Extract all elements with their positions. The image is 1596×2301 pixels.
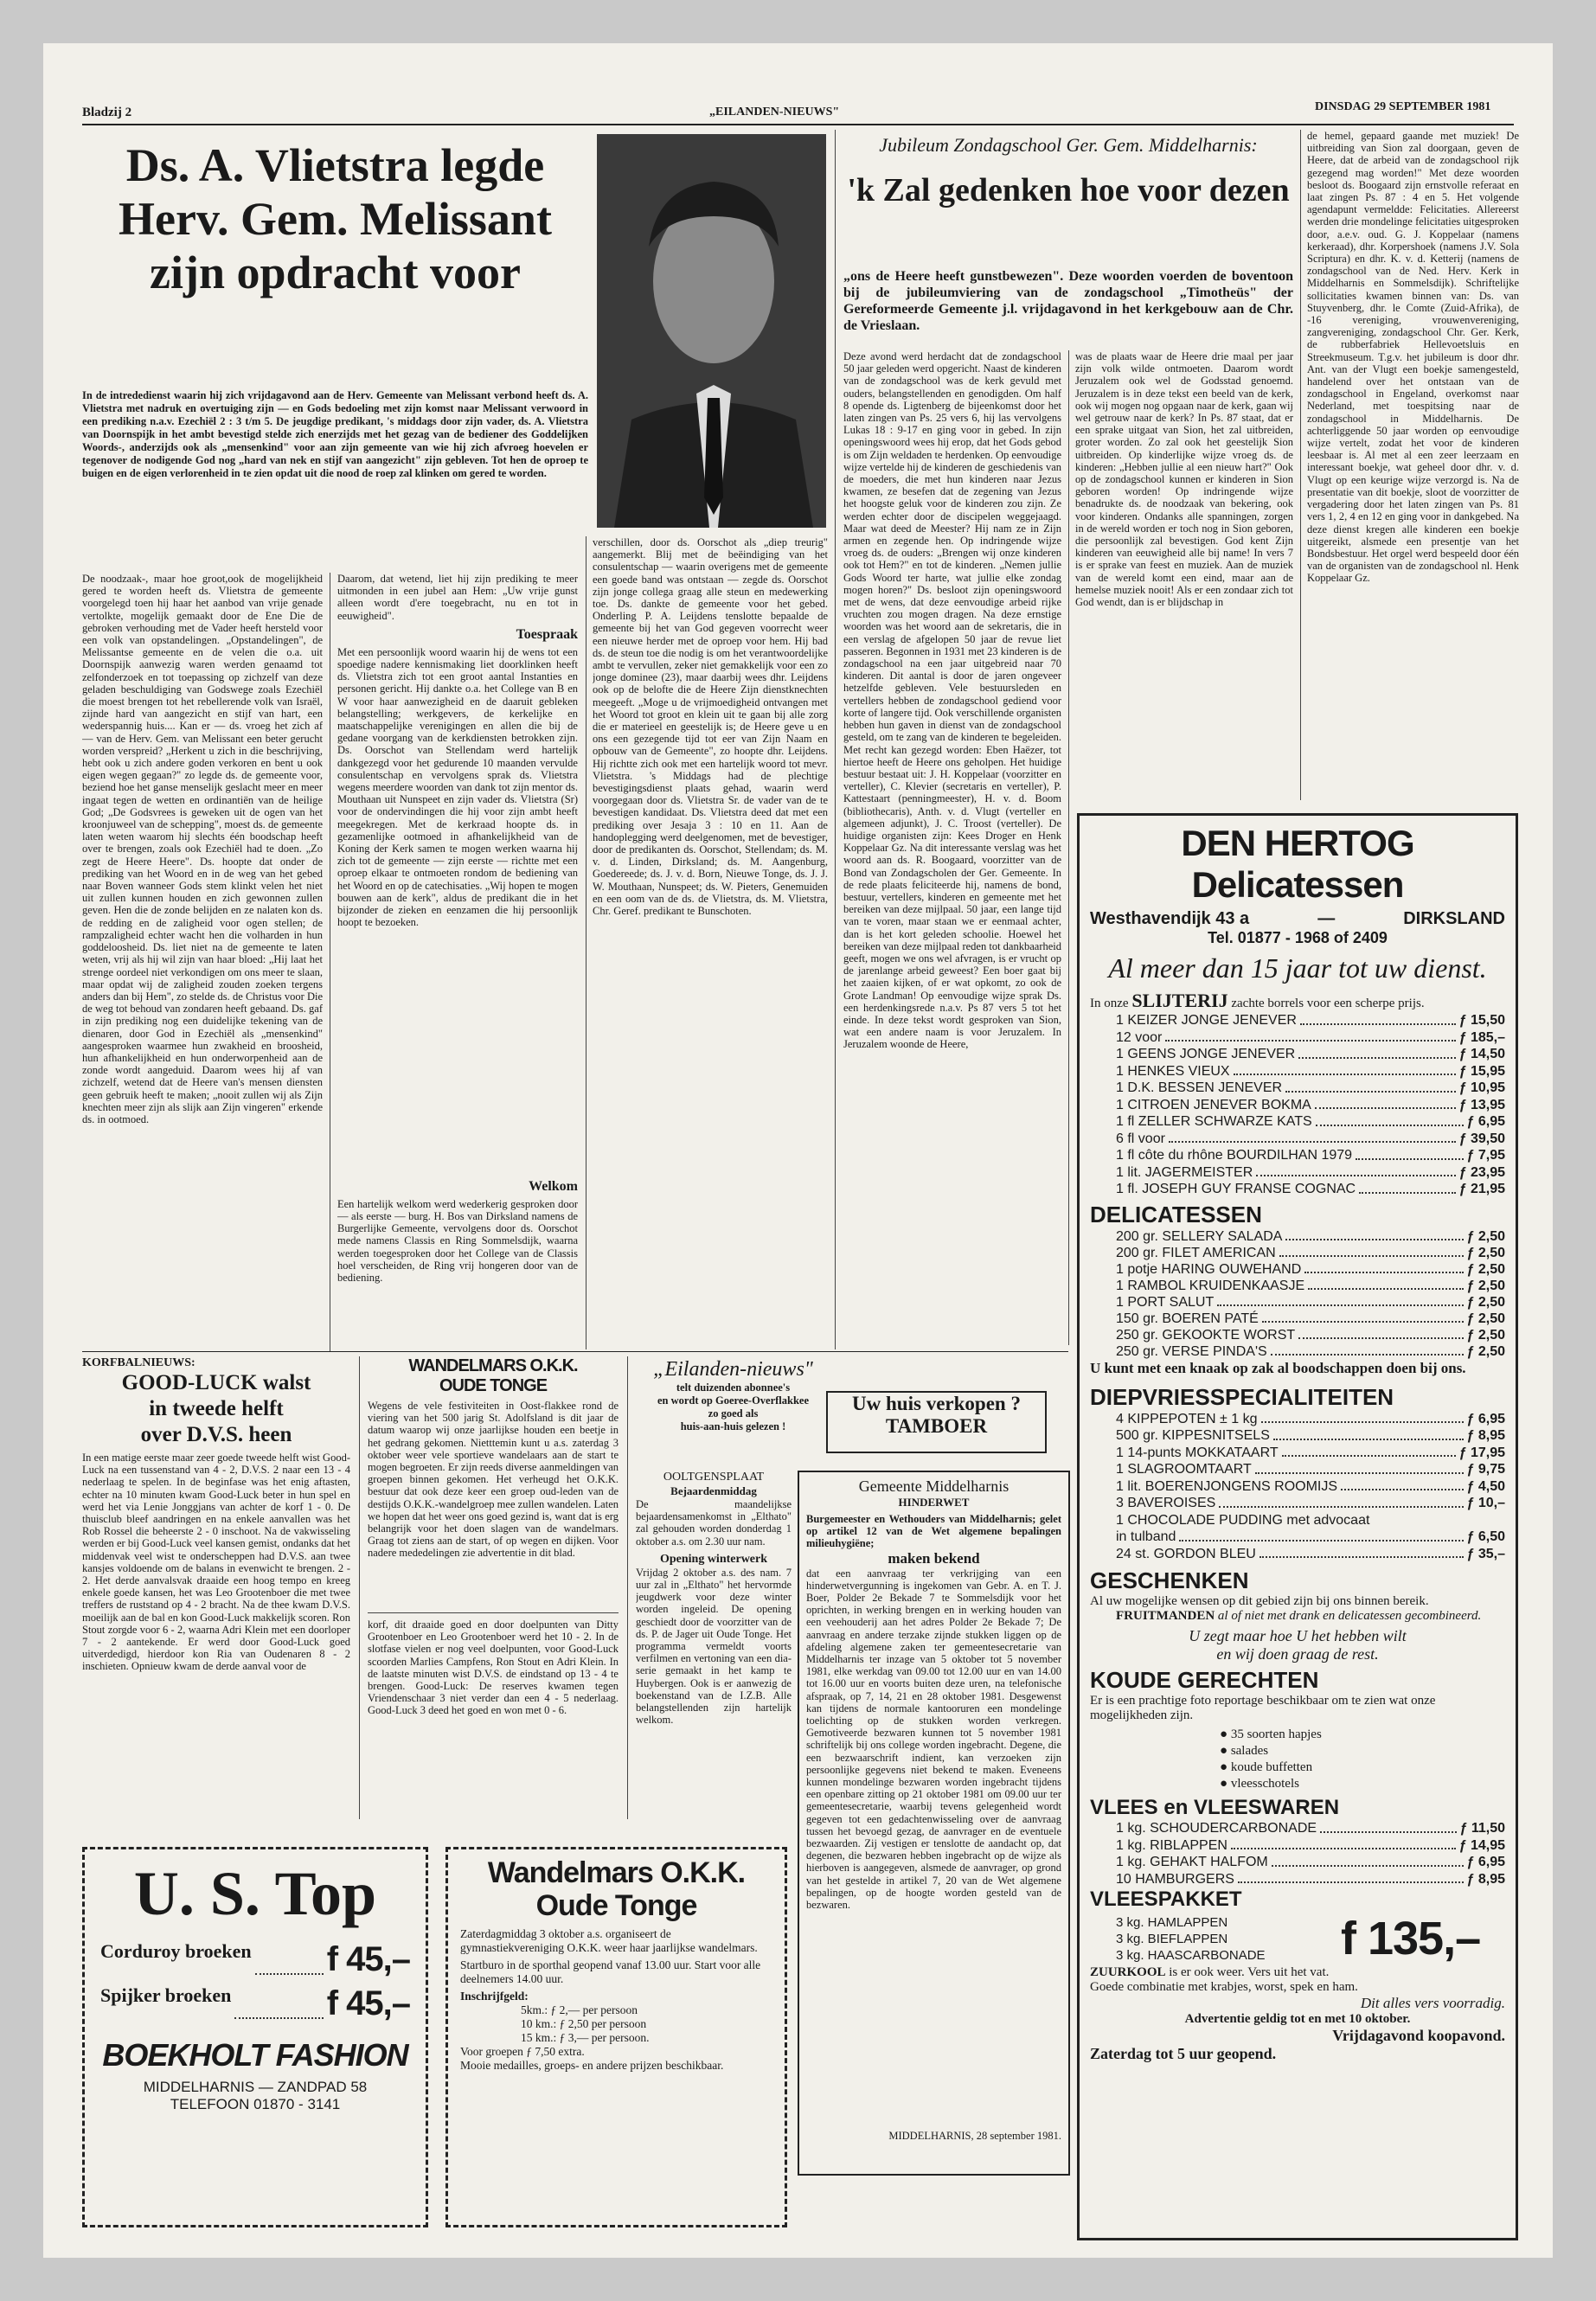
item-name: 10 HAMBURGERS <box>1116 1871 1234 1887</box>
item-name: 1 HENKES VIEUX <box>1116 1063 1230 1079</box>
deli-row <box>1116 1327 1505 1343</box>
den-hertog-slogan: Al meer dan 15 jaar tot uw dienst. <box>1108 952 1487 984</box>
medals-line: Mooie medailles, groeps- en andere prijzen beschikbaar. <box>460 2059 724 2072</box>
article1-column-2 <box>337 573 578 1332</box>
item-name: in tulband <box>1116 1529 1176 1544</box>
korfbal-headline-1: GOOD-LUCK walst <box>121 1371 311 1394</box>
dot-leader <box>1217 1294 1463 1306</box>
dot-leader <box>1256 1164 1455 1177</box>
meat-row <box>1116 1854 1505 1871</box>
dot-leader <box>1234 1063 1456 1076</box>
us-top-title: U. S. Top <box>133 1859 377 1928</box>
korfbal-continued: korf, dit draaide goed en door doelpunten van Ditty Grootenboer en Leo Grootenboer werd het 10 - 2. In de slotfase vielen er nog veel doelpunten, voor Good-Luck scoorden Marlies Campfens, Ron Stout en Adri Klein. In de laatste minuten wist D.V.S. de eindstand op 13 - 4 te brengen. Good-Luck: De reserves kwamen tegen Vriendenschaar 3 niet verder dan een 4 - 5 nederlaag. Good-Luck 3 deed het goed en won met 0 - 6. <box>368 1618 619 1717</box>
ooltgensplaat-body: De maandelijkse bejaardensamenkomst in „Elthato" zal gehouden worden donderdag 1 oktober a.s. om 2.30 uur nam. <box>636 1498 792 1548</box>
eilanden-nieuws-ad <box>636 1358 830 1433</box>
corduroy-label: Corduroy broeken <box>100 1940 252 1962</box>
pakket_items-item <box>1116 1947 1341 1964</box>
fee-10km: 10 km.: ƒ 2,50 per persoon <box>521 2017 647 2030</box>
deli-list <box>1090 1228 1505 1360</box>
koude-heading: KOUDE GERECHTEN <box>1090 1667 1319 1693</box>
dot-leader <box>1261 1411 1464 1424</box>
item-price: ƒ 23,95 <box>1458 1164 1505 1180</box>
item-price: ƒ 8,95 <box>1466 1871 1505 1887</box>
item-price: ƒ 9,75 <box>1466 1462 1505 1477</box>
divider <box>368 1612 619 1613</box>
spijker-price: f 45,– <box>326 1984 410 2022</box>
frozen-row <box>1116 1529 1505 1546</box>
item-text: 35 soorten hapjes <box>1230 1727 1322 1741</box>
item-name: 1 GEENS JONGE JENEVER <box>1116 1047 1296 1061</box>
meat-list <box>1090 1820 1505 1888</box>
frozen-row <box>1116 1478 1505 1496</box>
meat-row <box>1116 1837 1505 1855</box>
article1-lead: In de intrededienst waarin hij zich vrijdagavond aan de Herv. Gemeente van Melissant verbond heeft ds. A. Vlietstra met nadruk en overtuiging zijn — en Gods bedoeling met zijn komst naar Melissant verwoord in een prediking n.a.v. Ezechiël 2 : 3 t/m 5. De jeugdige predikant, 's middags door zijn vader, ds. A. Vlietstra van Doornspijk in het ambt bevestigd stelde zich enerzijds met het gezag van de bediener des Goddelijken Woords-, anderzijds ook als „mensenkind" voor aan zijn gemeente van wie hij zich afvroeg hoevelen er tegenover de nodigende God nog „hard van nek en stijf van aangezicht" zijn gebleven. Tot hen de oproep te buigen en de eigen verlorenheid in te zien opdat uit die nood de roep zal klinken om gered te worden. <box>82 389 588 479</box>
zegt-line-2: en wij doen graag de rest. <box>1216 1645 1379 1663</box>
item-name: 1 fl côte du rhône BOURDILHAN 1979 <box>1116 1148 1353 1163</box>
item-name: 1 lit. BOERENJONGENS ROOMIJS <box>1116 1478 1338 1494</box>
item-name: 3 BAVEROISES <box>1116 1496 1216 1510</box>
dot-leader <box>1308 1278 1463 1290</box>
den-hertog-city: DIRKSLAND <box>1403 909 1505 928</box>
deli-note: U kunt met een knaak op zak al boodschappen doen bij ons. <box>1090 1359 1466 1376</box>
frozen-list <box>1090 1411 1505 1563</box>
us-top-ad <box>82 1847 428 2227</box>
wandelmars-ad-title-2: Oude Tonge <box>535 1889 697 1922</box>
hinderwet-footer: MIDDELHARNIS, 28 september 1981. <box>888 2129 1061 2142</box>
dot-leader <box>1285 1080 1456 1093</box>
item-price: ƒ 6,95 <box>1466 1114 1505 1129</box>
item-text: 3 kg. BIEFLAPPEN <box>1116 1931 1228 1946</box>
wandelmars-title-1: WANDELMARS O.K.K. <box>408 1356 578 1375</box>
item-name: 1 kg. RIBLAPPEN <box>1116 1837 1227 1853</box>
item-price: ƒ 15,50 <box>1458 1013 1505 1028</box>
dot-leader <box>1165 1029 1455 1042</box>
dot-leader <box>1304 1261 1463 1273</box>
column-divider <box>835 130 836 1349</box>
article2-column-2: was de plaats waar de Heere drie maal per jaar zijn volk wilde ontmoeten. Daarom wordt Jeruzalem ook wel de Godsstad genoemd. Jeruzalem is in deze tekst een beeld van de kerk, ook wij mogen nog opgaan naar de kerk, gaan wij wel getrouw naar de kerk? In Ps. 87 staat, dat er een sprake uitgaat van Sion, het zal uitbreiden, groter worden. Zo zal ook het geestelijk Sion uitbreiden. Op kinderlijke wijze vroeg ds. de kinderen: „Hebben jullie al een nieuw hart?" Ook op de zondagschool kunnen er kinderen in Sion geboren worden! Op indringende wijze benadrukte ds. de noodzaak van bekering, ook voor kinderen. Ondanks alle spanningen, zorgen in de wereld worden er toch nog in Sion geboren, die persoonlijk zal bevestigen. God kent Zijn kinderen van eeuwigheid alle bij name! In vers 7 is er sprake van feest en muziek. Aan de muziek van de wereld komt een eind, maar aan de hemelse muziek nooit! Als er een zondaar zich tot God wendt, dan is er blijdschap in <box>1075 350 1293 609</box>
article2-kicker: Jubileum Zondagschool Ger. Gem. Middelharnis: <box>879 134 1258 156</box>
article2-lead: „ons de Heere heeft gunstbewezen". Deze woorden voerden de boventoon bij de jubileumviering van de zondagschool „Timotheüs" der Gereformeerde Gemeente j.l. vrijdagavond in het kerkgebouw aan de Chr. de Vrieslaan. <box>843 269 1293 333</box>
dot-leader <box>1262 1311 1464 1323</box>
column-divider <box>359 1356 360 1819</box>
dot-leader <box>1219 1495 1463 1508</box>
item-text: koude buffetten <box>1230 1760 1313 1774</box>
item-price: ƒ 2,50 <box>1466 1327 1505 1343</box>
dot-leader <box>1273 1427 1464 1440</box>
item-name: 250 gr. VERSE PINDA'S <box>1116 1343 1267 1359</box>
deli-row <box>1116 1261 1505 1278</box>
dot-leader <box>1298 1046 1455 1059</box>
dot-leader <box>1359 1181 1456 1194</box>
liquor-row <box>1116 1046 1505 1063</box>
item-price: ƒ 6,95 <box>1466 1411 1505 1426</box>
den-hertog-phone: Tel. 01877 - 1968 of 2409 <box>1208 929 1388 946</box>
fruitmanden-text: al of niet met drank en delicatessen gecombineerd. <box>1217 1609 1482 1623</box>
item-price: ƒ 17,95 <box>1458 1445 1505 1460</box>
pakket-heading: VLEESPAKKET <box>1090 1888 1242 1911</box>
wandelmars-ad-body-2: Startburo in de sporthal geopend vanaf 13.00 uur. Start voor alle deelnemers 14.00 uur. <box>460 1958 761 1985</box>
item-name: 1 KEIZER JONGE JENEVER <box>1116 1013 1297 1028</box>
column-divider <box>1300 130 1301 800</box>
hinderwet-notice <box>798 1471 1070 2176</box>
section-rule <box>82 1351 1068 1352</box>
liquor-row <box>1116 1012 1505 1029</box>
liquor-row <box>1116 1131 1505 1148</box>
bullet-icon: ● <box>1220 1777 1231 1791</box>
dot-leader <box>1231 1837 1456 1850</box>
dot-leader <box>1285 1228 1463 1240</box>
item-text: salades <box>1230 1744 1269 1758</box>
group-fee: Voor groepen ƒ 7,50 extra. <box>460 2045 585 2058</box>
den-hertog-address-row <box>1090 909 1505 929</box>
item-price: ƒ 2,50 <box>1466 1278 1505 1293</box>
frozen-row <box>1116 1495 1505 1512</box>
ooltgensplaat-body-2: Vrijdag 2 oktober a.s. des nam. 7 uur zal in „Elthato" het hervormde jeugdwerk voor deze winter worden ingeleid. De opening geschiedt door de voorzitter van de ds. P. de Jager uit Oude Tonge. Het programma vermeldt voorts verfilmen en vertoning van een dia-serie gemaakt in het kamp te Huybergen. Ook is er aanwezig de boekenstand van de I.Z.B. Alle belangstellenden zijn hartelijk welkom. <box>636 1566 792 1727</box>
pakket-list <box>1090 1914 1341 1964</box>
ooltgensplaat-head-2: Opening winterwerk <box>659 1552 768 1566</box>
liquor-row <box>1116 1164 1505 1182</box>
article1-column-3: verschillen, door ds. Oorschot als „diep treurig" aangemerkt. Blij met de beëindiging van het consulentschap — waarin overigens met de gemeente een goede band was ontstaan — zegde ds. Oorschot zijn jonge collega graag alle steun en medewerking toe. Ds. dankte de gemeente voor het gebed. Onderling P. A. Leijdens tenslotte bepaalde de gemeente bij het van God gegeven voorrecht weer een nieuwe herder met de oproep voor hem. Hij bad ds. de steun toe die nodig is om het verantwoordelijke ambt te vervullen, zeker niet gemakkelijk voor een zo jonge dominee (23), maar daarbij wees dhr. Leijdens ook op de beloftе die de Heere Zijn dienstknechten meegeeft. „Moge u de vrijmoedigheid ontvangen met het Woord tot groot en klein uit te gaan bij alle zorg die er materieel en geestelijk is; de Heere geve u en ons een gezegende tijd tot eer van Zijn Naam en opbouw van de Gemeente", zo hoopte dhr. Leijdens. Hij richtte zich ook met een hartelijk woord tot mevr. Vlietstra. 's Middags had de plechtige bevestigingsdienst plaats gehad, waarin werd voorgegaan door ds. Vlietstra Sr. de vader van de te bevestigen kandidaat. Ds. Vlietstra deed dat met een prediking over Jesaja 3 : 10 en 11. Aan de handoplegging werd deelgenomen, met de bevestiger, door de predikanten ds. Oorschot, Stellendam; ds. M. v. d. Linden, Dirksland; ds. M. Aangenburg, Goedereede; ds. J. v. d. Born, Nieuwe Tonge, ds. J. J. W. Mouthaan, Nunspeet; ds. W. Pieters, Genemuiden en een oom van de ds. de Vlietstra, ds. M. Vlietstra, Chr. Geref. predikant te Bunschoten. <box>593 536 828 918</box>
item-price: ƒ 15,95 <box>1458 1063 1505 1079</box>
eilanden-ad-line-3: zo goed als <box>708 1407 759 1420</box>
item-name: 250 gr. GEKOOKTE WORST <box>1116 1327 1296 1343</box>
eilanden-ad-line-1: telt duizenden abonnee's <box>676 1381 791 1394</box>
item-price: ƒ 10,– <box>1466 1496 1505 1510</box>
pakket-price: f 135,– <box>1341 1913 1481 1965</box>
paper-name: „EILANDEN-NIEUWS" <box>709 106 840 119</box>
spijker-row <box>85 1984 426 2023</box>
ooltgensplaat-title: OOLTGENSPLAAT <box>663 1471 765 1484</box>
dot-leader <box>1320 1820 1456 1833</box>
frozen-row <box>1116 1411 1505 1428</box>
item-text: vleesschotels <box>1230 1777 1299 1791</box>
frozen-row <box>1116 1427 1505 1445</box>
bullet-icon: ● <box>1220 1744 1231 1758</box>
item-price: ƒ 2,50 <box>1466 1261 1505 1277</box>
item-name: 150 gr. BOEREN PATÉ <box>1116 1311 1259 1326</box>
den-hertog-address: Westhavendijk 43 a <box>1090 909 1250 928</box>
dot-leader <box>1356 1147 1463 1160</box>
zaterdag-line: Zaterdag tot 5 uur geopend. <box>1090 2045 1277 2062</box>
zegt-line-1: U zegt maar hoe U het hebben wilt <box>1189 1627 1407 1644</box>
deli-row <box>1116 1311 1505 1327</box>
item-price: ƒ 14,95 <box>1458 1837 1505 1853</box>
wandelmars-title-2: OUDE TONGE <box>439 1376 548 1395</box>
item-price: ƒ 6,50 <box>1466 1529 1505 1544</box>
hinderwet-heading: maken bekend <box>888 1549 980 1567</box>
zuurkool-line <box>1090 1965 1505 1980</box>
item-price: ƒ 6,95 <box>1466 1855 1505 1869</box>
item-name: 1 kg. SCHOUDERCARBONADE <box>1116 1821 1317 1836</box>
bullets-item <box>1220 1776 1505 1792</box>
separator: — <box>258 2079 273 2095</box>
dot-leader <box>1298 1327 1463 1339</box>
column-divider <box>1068 350 1069 1345</box>
liquor-row <box>1116 1147 1505 1164</box>
corduroy-price: f 45,– <box>326 1940 410 1978</box>
wandelmars-notice <box>368 1356 619 1766</box>
column-divider <box>627 1356 628 1819</box>
den-hertog-title: DEN HERTOG Delicatessen <box>1181 823 1414 905</box>
liquor-list <box>1090 1012 1505 1198</box>
zuurkool-text: is er ook weer. Vers uit het vat. <box>1169 1965 1330 1979</box>
dot-leader <box>1300 1012 1456 1025</box>
deli-row <box>1116 1343 1505 1360</box>
issue-date: DINSDAG 29 SEPTEMBER 1981 <box>1315 100 1491 113</box>
hinderwet-sub: HINDERWET <box>898 1496 970 1509</box>
meat-row <box>1116 1871 1505 1888</box>
page-number: Bladzij 2 <box>82 106 132 119</box>
item-price: ƒ 185,– <box>1458 1029 1505 1045</box>
item-price: ƒ 4,50 <box>1466 1478 1505 1494</box>
den-hertog-ad <box>1077 813 1518 2240</box>
pakket_items-item <box>1116 1914 1341 1931</box>
article2-headline: 'k Zal gedenken hoe voor dezen <box>847 172 1290 208</box>
bullets-item <box>1220 1727 1505 1743</box>
item-name: 12 voor <box>1116 1029 1163 1045</box>
bullet-icon: ● <box>1220 1727 1231 1741</box>
item-price: ƒ 2,50 <box>1466 1343 1505 1359</box>
item-name: 1 potje HARING OUWEHAND <box>1116 1261 1302 1277</box>
item-name: 200 gr. SELLERY SALADA <box>1116 1228 1283 1244</box>
frozen-row <box>1116 1445 1505 1462</box>
dot-leader <box>1279 1245 1464 1257</box>
corduroy-row <box>85 1940 426 1979</box>
fee-15km: 15 km.: ƒ 3,— per persoon. <box>521 2031 650 2044</box>
liquor-row <box>1116 1097 1505 1114</box>
dot-leader <box>1179 1529 1463 1541</box>
dot-leader <box>1169 1131 1456 1144</box>
koude-text: Er is een prachtige foto reportage beschikbaar om te zien wat onze mogelijkheden zijn. <box>1090 1694 1436 1722</box>
koopavond-line: Vrijdagavond koopavond. <box>1332 2027 1505 2044</box>
bullets-item <box>1220 1759 1505 1776</box>
item-name: 1 CHOCOLADE PUDDING met advocaat <box>1116 1512 1370 1528</box>
liquor-row <box>1116 1181 1505 1198</box>
slijterij-heading: SLIJTERIJ <box>1131 990 1228 1011</box>
portrait-photo <box>597 134 826 528</box>
item-name: 4 KIPPEPOTEN ± 1 kg <box>1116 1411 1258 1426</box>
korfbal-kicker: KORFBALNIEUWS: <box>82 1356 195 1369</box>
huis-verkopen-ad <box>826 1391 1047 1453</box>
separator: — <box>1317 909 1336 928</box>
dot-leader <box>1341 1478 1463 1491</box>
toespraak-text: Met een persoonlijk woord waarin hij de wens tot een spoedige nadere kennismaking liet doorklinken heeft ds. Vlietstra zich tot een groot aantal Instanties en personen gericht. Hij dankte o.a. het College van B en W voor haar aanwezigheid en de daaruit gebleken belangstelling; werkgevers, de kerkelijke en maatschappelijke verenigingen en allen die bij de gedane voorgang van de kerkdiensten betrokken zijn. Ds. Oorschot van Stellendam werd hartelijk dankgezegd voor het gedurende 10 maanden vervulde consulentschap en vervolgens sprak ds. Vlietstra wegens meerdere woorden van dank tot zijn mentor ds. Mouthaan uit Nunspeet en zijn vader ds. Vlietstra (Sr) voor de ondervindingen die hij voor zijn ambt heeft meegekregen. Met de kerkraad hoopte ds. in gezamenlijke ootmoed in afhankelijkheid van de Koning der Kerk samen te mogen werken waarna hij zich tot de gemeente — zijn eerste — richtte met een oproep elkaar te ontmoeten rondom de bediening van het Woord en op de catechisaties. „Wij hopen te mogen bouwen aan de kerk", aldus de predikant die in het bijzonder de zieken en eenzamen die hij persoonlijk hoopt te bezoeken. <box>337 645 578 929</box>
geschenken-heading: GESCHENKEN <box>1090 1567 1249 1593</box>
item-price: ƒ 8,95 <box>1466 1428 1505 1443</box>
item-price: ƒ 13,95 <box>1458 1097 1505 1112</box>
frozen-row <box>1116 1461 1505 1478</box>
item-price: ƒ 35,– <box>1466 1546 1505 1561</box>
korfbal-body: In een matige eerste maar zeer goede tweede helft wist Good-Luck na een tussenstand van 4 - 2, D.V.S. 2 naar een 13 - 4 nederlaag te spelen. In de beginfase was het enig aftasten, echter na 10 minuten kwam Good-Luck beter in hun spel en werd het via Lenie Jonggjans van achter de korf 1 - 0. De thuisclub bleef aandringen en na enkele aanvallen was het Rob Rossel die beheerste 2 - 0 inschoot. Na de vakwisseling werden er bij Good-Luck veel kansen gemist, ondanks dat het middenvak veel wist te onderscheppen had D.V.S. aan twee kansjes voldoende om de balans in evenwicht te brengen. 2 - 2. Het derde aanvalsvak draaide een hoog tempo en kreeg enkele goede kansen, het was Leo Grootenboer die met twee treffers de ruststand op 4 - 2 bracht. Na de thee kwam D.V.S. moeilijk aan de bal en kon Good-Luck makkelijk scoren. Ron Stout zorgde voor 6 - 2, waarna Adri Klein met een doorloper 7 - 2 aantekende. Er werd door Good-Luck goed uitverdedigd, hierdoor kon Ria van Oudenaren 8 - 2 inschieten. Opnieuw kwam de derde aanval voor de <box>82 1452 350 1673</box>
item-name: 1 SLAGROOMTAART <box>1116 1462 1252 1477</box>
item-name: 1 kg. GEHAKT HALFOM <box>1116 1855 1268 1869</box>
bullet-icon: ● <box>1220 1760 1231 1774</box>
item-text: 3 kg. HAASCARBONADE <box>1116 1947 1266 1963</box>
dot-leader <box>1238 1871 1464 1884</box>
eilanden-ad-line-4: huis-aan-huis gelezen ! <box>680 1420 786 1433</box>
item-price: ƒ 2,50 <box>1466 1294 1505 1310</box>
delicatessen-heading: DELICATESSEN <box>1090 1201 1262 1227</box>
voorradig-line: Dit alles vers voorradig. <box>1360 1995 1505 2011</box>
dot-leader <box>1272 1854 1464 1867</box>
deli-row <box>1116 1245 1505 1261</box>
fruitmanden-label: FRUITMANDEN <box>1116 1609 1215 1623</box>
dot-leader <box>1259 1546 1464 1559</box>
pakket_items-item <box>1116 1931 1341 1947</box>
wandelmars-ad-body-1: Zaterdagmiddag 3 oktober a.s. organiseert de gymnastiekvereniging O.K.K. weer haar jaarlijkse wandelmars. <box>460 1927 758 1954</box>
deli-row <box>1116 1228 1505 1245</box>
article1-headline: Ds. A. Vlietstra legde Herv. Gem. Melissant zijn opdracht voor <box>119 139 552 298</box>
diepvries-heading: DIEPVRIESSPECIALITEITEN <box>1090 1383 1394 1410</box>
item-name: 1 RAMBOL KRUIDENKAASJE <box>1116 1278 1305 1293</box>
item-name: 1 CITROEN JENEVER BOKMA <box>1116 1097 1311 1112</box>
item-name: 1 lit. JAGERMEISTER <box>1116 1164 1253 1180</box>
bullet-list <box>1090 1727 1505 1792</box>
hinderwet-title: Gemeente Middelharnis <box>858 1477 1010 1495</box>
welkom-text: Een hartelijk welkom werd wederkerig gesproken door — als eerste — burg. H. Bos van Dirksland namens de Burgerlijke Gemeente, vervolgens door ds. Oorschot mede namens Classis en Ring Sommelsdijk, waarna werden toegesproken door het College van de Classis hoel verscheiden, de Ring vrij hongeren door van de bediening. <box>337 1197 578 1285</box>
dot-leader <box>1271 1343 1464 1356</box>
item-price: ƒ 7,95 <box>1466 1148 1505 1163</box>
welkom-heading: Welkom <box>529 1178 578 1194</box>
fruitmanden-line <box>1090 1609 1505 1624</box>
meat-row <box>1116 1820 1505 1837</box>
bullets-item <box>1220 1743 1505 1759</box>
boekholt-brand: BOEKHOLT FASHION <box>102 2037 408 2073</box>
item-name: 1 14-punts MOKKATAART <box>1116 1445 1279 1460</box>
article2-column-1: Deze avond werd herdacht dat de zondagschool 50 jaar geleden werd opgericht. Naast de kinderen van de zondagschool was de kerk gevuld met ouders, belangstellenden en genodigden. Om half 8 opende ds. Ligtenberg de bijeenkomst door het laten zingen van Ps. 25 vers 6, hij las vervolgens Lukas 18 : 9-17 en ging voor in gebed. In zijn openingswoord wees hij erop, dat het Gods gebod is om Zijn weldaden te herdenken. Op eenvoudige wijze vertelde hij de kinderen de geschiedenis van de moeders, die met hun kinderen naar Jezus kwamen, ze besefen dat de zegening van Jezus het hoogste geluk voor de kinderen zou zijn. Ze werden echter door de discipelen weggejaagd. Maar wat deed de Meester? Hij nam ze in Zijn armen en zegende hen. Op indringende wijze vroeg ds. de ouders: „Brengen wij onze kinderen ook tot Hem?" en tot de kinderen. „Nemen jullie Gods Woord ter harte, wat jullie elke zondag mogen horen?" Ds. besloot zijn openingswoord met de wens, dat deze eenvoudige arbeid rijke vruchten zou mogen dragen. Na deze ernstige woorden was het woord aan de sekretaris, die in een verslag de afgelopen 50 jaar de revue liet passeren. Begonnen in 1931 met 23 kinderen is de zondagschool na een jaar uitgebreid naar 70 kinderen. Dit aantal is door de jaren ongeveer hetzelfde gebleven. Vele bestuursleden en vertellers hebben de zondagschool gediend voor korte of langere tijd. Ook verschillende organisten hebben hun gaven in dienst van de zondagschool gesteld, om te zang van de kinderen te begeleiden. Met recht kan gezegd worden: Eben Haëzer, tot hiertoe heeft de Heere ons geholpen. Het huidige bestuur bestaat uit: J. H. Koppelaar (voorzitter en verteller), C. Klevier (secretaris en verteller), P. Kattestaart (penningmeester), H. v. d. Boom (bibliothecaris), Anth. v. d. Vlugt (verteller en algemeen adjunkt), J. C. Troost (verteller). De huidige organisten zijn: Kees Droger en Henk Koppelaar Gz. Na dit interessante verslag was het woord aan ds. R. Boogaard, voorzitter van de Bond van Zondagscholen der Ger. Gemeente. In de rede plaats feliciteerde hij, namens de bond, bestuur, vertellers, kinderen en gemeente met het bereiken van deze mijlpaal. 50 jaar, een lange tijd van te voren, maar staan we er eenmaal achter, dan is het kort geleden schoolie. Hoewel het bereiken van deze mijlpaal reden tot dankbaarheid geeft, mogen we ons wel afvragen, is er vrucht op de jarenlange arbeid geweest? Een boer gaat bij het zaaien kijken, of er wat opkomt, zo ook de Grote Landman! Op eenvoudige wijze sprak Ds. een herdenkingsrede n.a.v. Ps 87 vers 5 tot het einde. In deze tekst wordt gesproken van Sion, wat een andere naam is voor Jeruzalem. In Jeruzalem woonde de Heere, <box>843 350 1061 1051</box>
frozen-row <box>1116 1546 1505 1563</box>
dot-leader <box>1255 1461 1464 1474</box>
wandelmars-ad-title-1: Wandelmars O.K.K. <box>487 1856 746 1889</box>
pakket-row <box>1090 1912 1505 1965</box>
hinderwet-intro: Burgemeester en Wethouders van Middelharnis; gelet op artikel 12 van de Wet algemene bepalingen milieuhygiëne; <box>806 1513 1061 1550</box>
ooltgensplaat-sub: Bejaardenmiddag <box>670 1484 757 1497</box>
korfbal-headline-2: in tweede helft <box>149 1397 284 1420</box>
article2-column-3: de hemel, gepaard gaande met muziek! De uitbreiding van Sion zal doorgaan, geven de Heere, dat de arbeid van de zondagschool rijk gezegend mag worden!" Met deze woorden besloot ds. Boogaard zijn ernstvolle referaat en laat zingen Ps. 87 : 4 en 5. Het volgende agendapunt vermeldde: Felicitaties. Allereerst werden drie mondelinge felicitaties uitgesproken door, a.e.v. oud. G. J. Koppelaar (namens kerkeraad), dhr. Korpershoek (namens J.V. Sola Scriptura) en dhr. K. v. d. Ketterij (namens de zondagschool van de Ned. Herv. Kerk in Middelharnis en Sommelsdijk). Schriftelijke sollicitaties kwamen binnen van: Ds. van Stuyvenberg, dhr. le Comte (Zuid-Afrika), de -16 vereniging, vrouwenvereniging, zangvereniging, zondagschool Chr. Ger. Kerk, de rubberfabriek Hellevoetsluis en Streekmuseum. T.g.v. het jubileum is door dhr. Ant. van der Vlugt een boekje samengesteld, handelend over het ontstaan van de zondagschool in Engeland, overkomst naar Nederland, met toespitsing naar de zondagschool in Middelharnis. De achterliggende 50 jaar worden op eenvoudige wijze vertelt, zodat het voor de kinderen leesbaar is. Al met al een zeer leerzaam en interessant boekje, wat geheel door dhr. v. d. Vlugt op een keurige wijze verzorgd is. Na de presentatie van dit boekje, sloot de voorzitter de vergadering door het laten zingen van Ps. 81 vers 1, 2, 4 en 12 en ging voor in dankgebed. Na deze dienst kregen alle kinderen een boekje uitgereikt, alsmede een presentje van het Bondsbestuur. Het orgel werd bespeeld door één van de organisten van de zondagschool nl. Henk Koppelaar Gz. <box>1307 130 1519 585</box>
huis-ad-line-2: TAMBOER <box>885 1415 988 1437</box>
boekholt-address <box>85 2079 426 2096</box>
eilanden-ad-title: „Eilanden-nieuws" <box>653 1358 813 1381</box>
inschrijfgeld-label: Inschrijfgeld: <box>460 1990 529 2003</box>
boekholt-phone: TELEFOON 01870 - 3141 <box>170 2096 341 2112</box>
korfbal-headline-3: over D.V.S. heen <box>140 1423 292 1446</box>
geldig-line: Advertentie geldig tot en met 10 oktober. <box>1184 2012 1411 2026</box>
deli-row <box>1116 1294 1505 1311</box>
item-text: 3 kg. HAMLAPPEN <box>1116 1914 1228 1930</box>
item-name: 1 fl ZELLER SCHWARZE KATS <box>1116 1114 1312 1129</box>
item-name: 1 D.K. BESSEN JENEVER <box>1116 1080 1283 1095</box>
item-price: ƒ 2,50 <box>1466 1311 1505 1326</box>
article1-col2-text: Daarom, dat wetend, liet hij zijn prediking te meer uitmonden in een jubel aan Hem: „Uw vrije gunst alleen wordt d'ere toegebracht, nu en tot in eeuwigheid". <box>337 573 578 622</box>
dot-leader <box>1315 1097 1456 1110</box>
korfbal-article <box>82 1356 350 1815</box>
eilanden-ad-line-2: en wordt op Goeree-Overflakkee <box>657 1394 810 1407</box>
huis-ad-line-1: Uw huis verkopen ? <box>852 1393 1021 1414</box>
liquor-row <box>1116 1080 1505 1097</box>
liquor-row <box>1116 1113 1505 1131</box>
header-rule <box>82 124 1514 125</box>
item-name: 1 PORT SALUT <box>1116 1294 1215 1310</box>
item-price: ƒ 39,50 <box>1458 1131 1505 1146</box>
dot-leader <box>1316 1113 1464 1126</box>
item-price: ƒ 14,50 <box>1458 1047 1505 1061</box>
vlees-heading: VLEES en VLEESWAREN <box>1090 1796 1340 1819</box>
article1-column-1: De noodzaak-, maar hoe groot,ook de mogelijkheid gered te worden heeft ds. Vlietstra de gemeente voorgelegd toen hij haar het aanbod van vrije genade vertolkte, mogelijk gemaakt door de Ene Die de gebroken verhouding met de Vader heeft hersteld voor een volk van opstandelingen. „Opstandelingen", de Melissantse gemeente en de velen die o.a. uit Doornspijk aanwezig waren werden genaamd tot zelfonderzoek en tot toepassing op zichzelf van deze geladen beschuldiging van Godswege zoals Ezechiël die moest brengen tot het rebellerende volk van Israël, zijnde hard van aangezicht en stijf van hart, een wederspannig huis.... Kan er — ds. vroeg het zich af — van de Herv. Gem. van Melissant een beter gerucht worden verspreid? „Herkent u zich in die beschrijving, hebt ook u zich andere goden verkoren en bent u ook eigen wegen gegaan?" zo legde ds. de gemeente voor, beziend hoe het ganse menselijk geslacht meer en meer ingaat tegen de wetten en ordinantiën van de heilige God; „De Godsvrees is geweken uit de ogen van het kroonjuweel van de schepping", moest ds. de gemeente laten weten waarom hij slechts één boodschap heeft over te brengen, zoals ook Ezechiël had te doen. „Zo zegt de Heere Heere". Ds. hoopte dat onder de prediking van het Woord en in de weg van het gebed naar Boven wanneer Gods stem klinkt velen het niet uit zullen kunnen houden en zich gewonnen zullen geven. Hen die de zonde belijden en ze nalaten kon ds. de redding en de zaligheid voor ogen stellen; de rampzaligheid echter wacht hen die volharden in hun goddeloosheid. Ds. liet niet na de gemeente te laten weten, vrij als hij wil zijn van haar bloed: „Hij laat het strenge oordeel niet verkondigen om ons meer te slaan, maar opdat wij de zaligheid zouden zoeken tergens anders dan bij Hem", zo stelde ds. de Christus voor Die de weg tot behoud van zondaren heeft gebaand. Ds. gaf in zijn prediking nog een duidelijke tekening van de dienaren, door God in Ezechiël als „mensenkind" aangesproken waarmee hun zwakheid en broosheid, hun afhankelijkheid en hun onderworpenheid aan de zonde wordt aangeduid. Daarom wees hij af van zichzelf, wetend dat de Heere van's mensen diensten geen gebruik heeft te maken; „nooit zullen wij als Zijn knechten meer zijn als slijk aan Zijn vingeren" erkende ds. in ootmoed. <box>82 573 323 1125</box>
item-price: ƒ 10,95 <box>1458 1080 1505 1095</box>
boekholt-city: MIDDELHARNIS <box>143 2079 255 2095</box>
item-name: 6 fl voor <box>1116 1131 1165 1146</box>
zuurkool-heading: ZUURKOOL <box>1090 1965 1166 1979</box>
hinderwet-body: dat een aanvraag ter verkrijging van een hinderwetvergunning is ingekomen van Gebr. A. en T. J. Boer, Polder 2e Bekade 7 te Sommelsdijk voor het oprichten, in werking brengen en in werking houden van een veehouderij aan het adres Polder 2e Bekade 7; De aanvraag en andere terzake zijnde stukken liggen op de afdeling algemene zaken ter gemeentesecretarie van Middelharnis ter inzage van 5 oktober tot 5 november 1981, elke werkdag van 09.00 tot 12.00 uur en van 14.00 tot 16.00 uur en voorts buiten deze uren, na telefonische afspraak, op 7, 14, 21 en 28 oktober 1981. Desgewenst kan tijdens de normale kantooruren een mondelinge toelichting op de stukken worden verkregen. Gemotiveerde bezwaren kunnen tot 5 november 1981 schriftelijk bij ons college worden ingebracht. Degene, die een bezwaarschrift indient, kan verzoeken zijn persoonlijke gegevens niet bekend te maken. Eveneens kunnen mondelinge bezwaren worden ingebracht tijdens een openbare zitting op 21 oktober 1981 om 09.00 uur ter gemeentesecretarie, waarbij tevens gelegenheid wordt gegeven tot een gedachtenwisseling over de aanvraag tussen het bevoegd gezag, de aanvrager en de eventuele bezwaarden. Zij vestigen er tenslotte de aandacht op, dat degenen, die bezwaren hebben ingebracht op de wijze als hierboven is aangegeven, alsmede de aanvrager, op grond van het gestelde in artikel 7, 20 van de Wet algemene bepalingen, op de hoogte worden gesteld van de bezwaren. <box>806 1567 1061 1912</box>
wandelmars-ad <box>445 1847 787 2227</box>
ooltgensplaat-notice <box>636 1471 792 1826</box>
item-name: 24 st. GORDON BLEU <box>1116 1546 1256 1561</box>
slijterij-line <box>1090 990 1505 1012</box>
liquor-row <box>1116 1063 1505 1080</box>
slijterij-pre: In onze <box>1090 997 1129 1010</box>
item-price: ƒ 2,50 <box>1466 1228 1505 1244</box>
dot-leader <box>1282 1445 1456 1458</box>
toespraak-heading: Toespraak <box>516 626 578 642</box>
item-price: ƒ 21,95 <box>1458 1182 1505 1196</box>
wandelmars-body: Wegens de vele festiviteiten in Oost-flakkee rond de viering van het 500 jarig St. Adolfsland is dit jaar de datum waarop wij onze jaarlijkse houden een beetje in het gedrang gekomen. Nietttemin kunt u a.s. zaterdag 3 oktober weer vele sportieve wandelaars aan de start te mogen begroeten. Er zijn reeds diverse aanmeldingen van groepen binnen gekomen. Het verheugd het O.K.K. bestuur dat ook deze keer een groep oud-leden van de destijds O.K.K.-wandelgroep mee zullen wandelen. Laten we hopen dat het weer ons goed gezind is, want dat is erg belangrijk voor het doen slagen van de wandelmars. Graag tot ziens aan de start, of op wegen en dijken. Voor nadere mededelingen zie advertentie in dit blad. <box>368 1400 619 1560</box>
item-name: 1 fl. JOSEPH GUY FRANSE COGNAC <box>1116 1182 1356 1196</box>
geschenken-text: Al uw mogelijke wensen op dit gebied zijn bij ons binnen bereik. <box>1090 1594 1429 1608</box>
item-name: 200 gr. FILET AMERICAN <box>1116 1245 1276 1260</box>
slijterij-post: zachte borrels voor een scherpe prijs. <box>1231 997 1425 1010</box>
spijker-label: Spijker broeken <box>100 1984 232 2006</box>
fee-5km: 5km.: ƒ 2,— per persoon <box>521 2003 638 2016</box>
item-name: 500 gr. KIPPESNITSELS <box>1116 1428 1270 1443</box>
liquor-row <box>1116 1029 1505 1047</box>
item-price: ƒ 2,50 <box>1466 1245 1505 1260</box>
goede-line: Goede combinatie met krabjes, worst, spek en ham. <box>1090 1980 1358 1994</box>
item-price: ƒ 11,50 <box>1459 1821 1505 1836</box>
deli-row <box>1116 1278 1505 1294</box>
boekholt-street: ZANDPAD 58 <box>277 2079 368 2095</box>
newspaper-page <box>43 43 1553 2258</box>
frozen-row <box>1116 1512 1505 1529</box>
